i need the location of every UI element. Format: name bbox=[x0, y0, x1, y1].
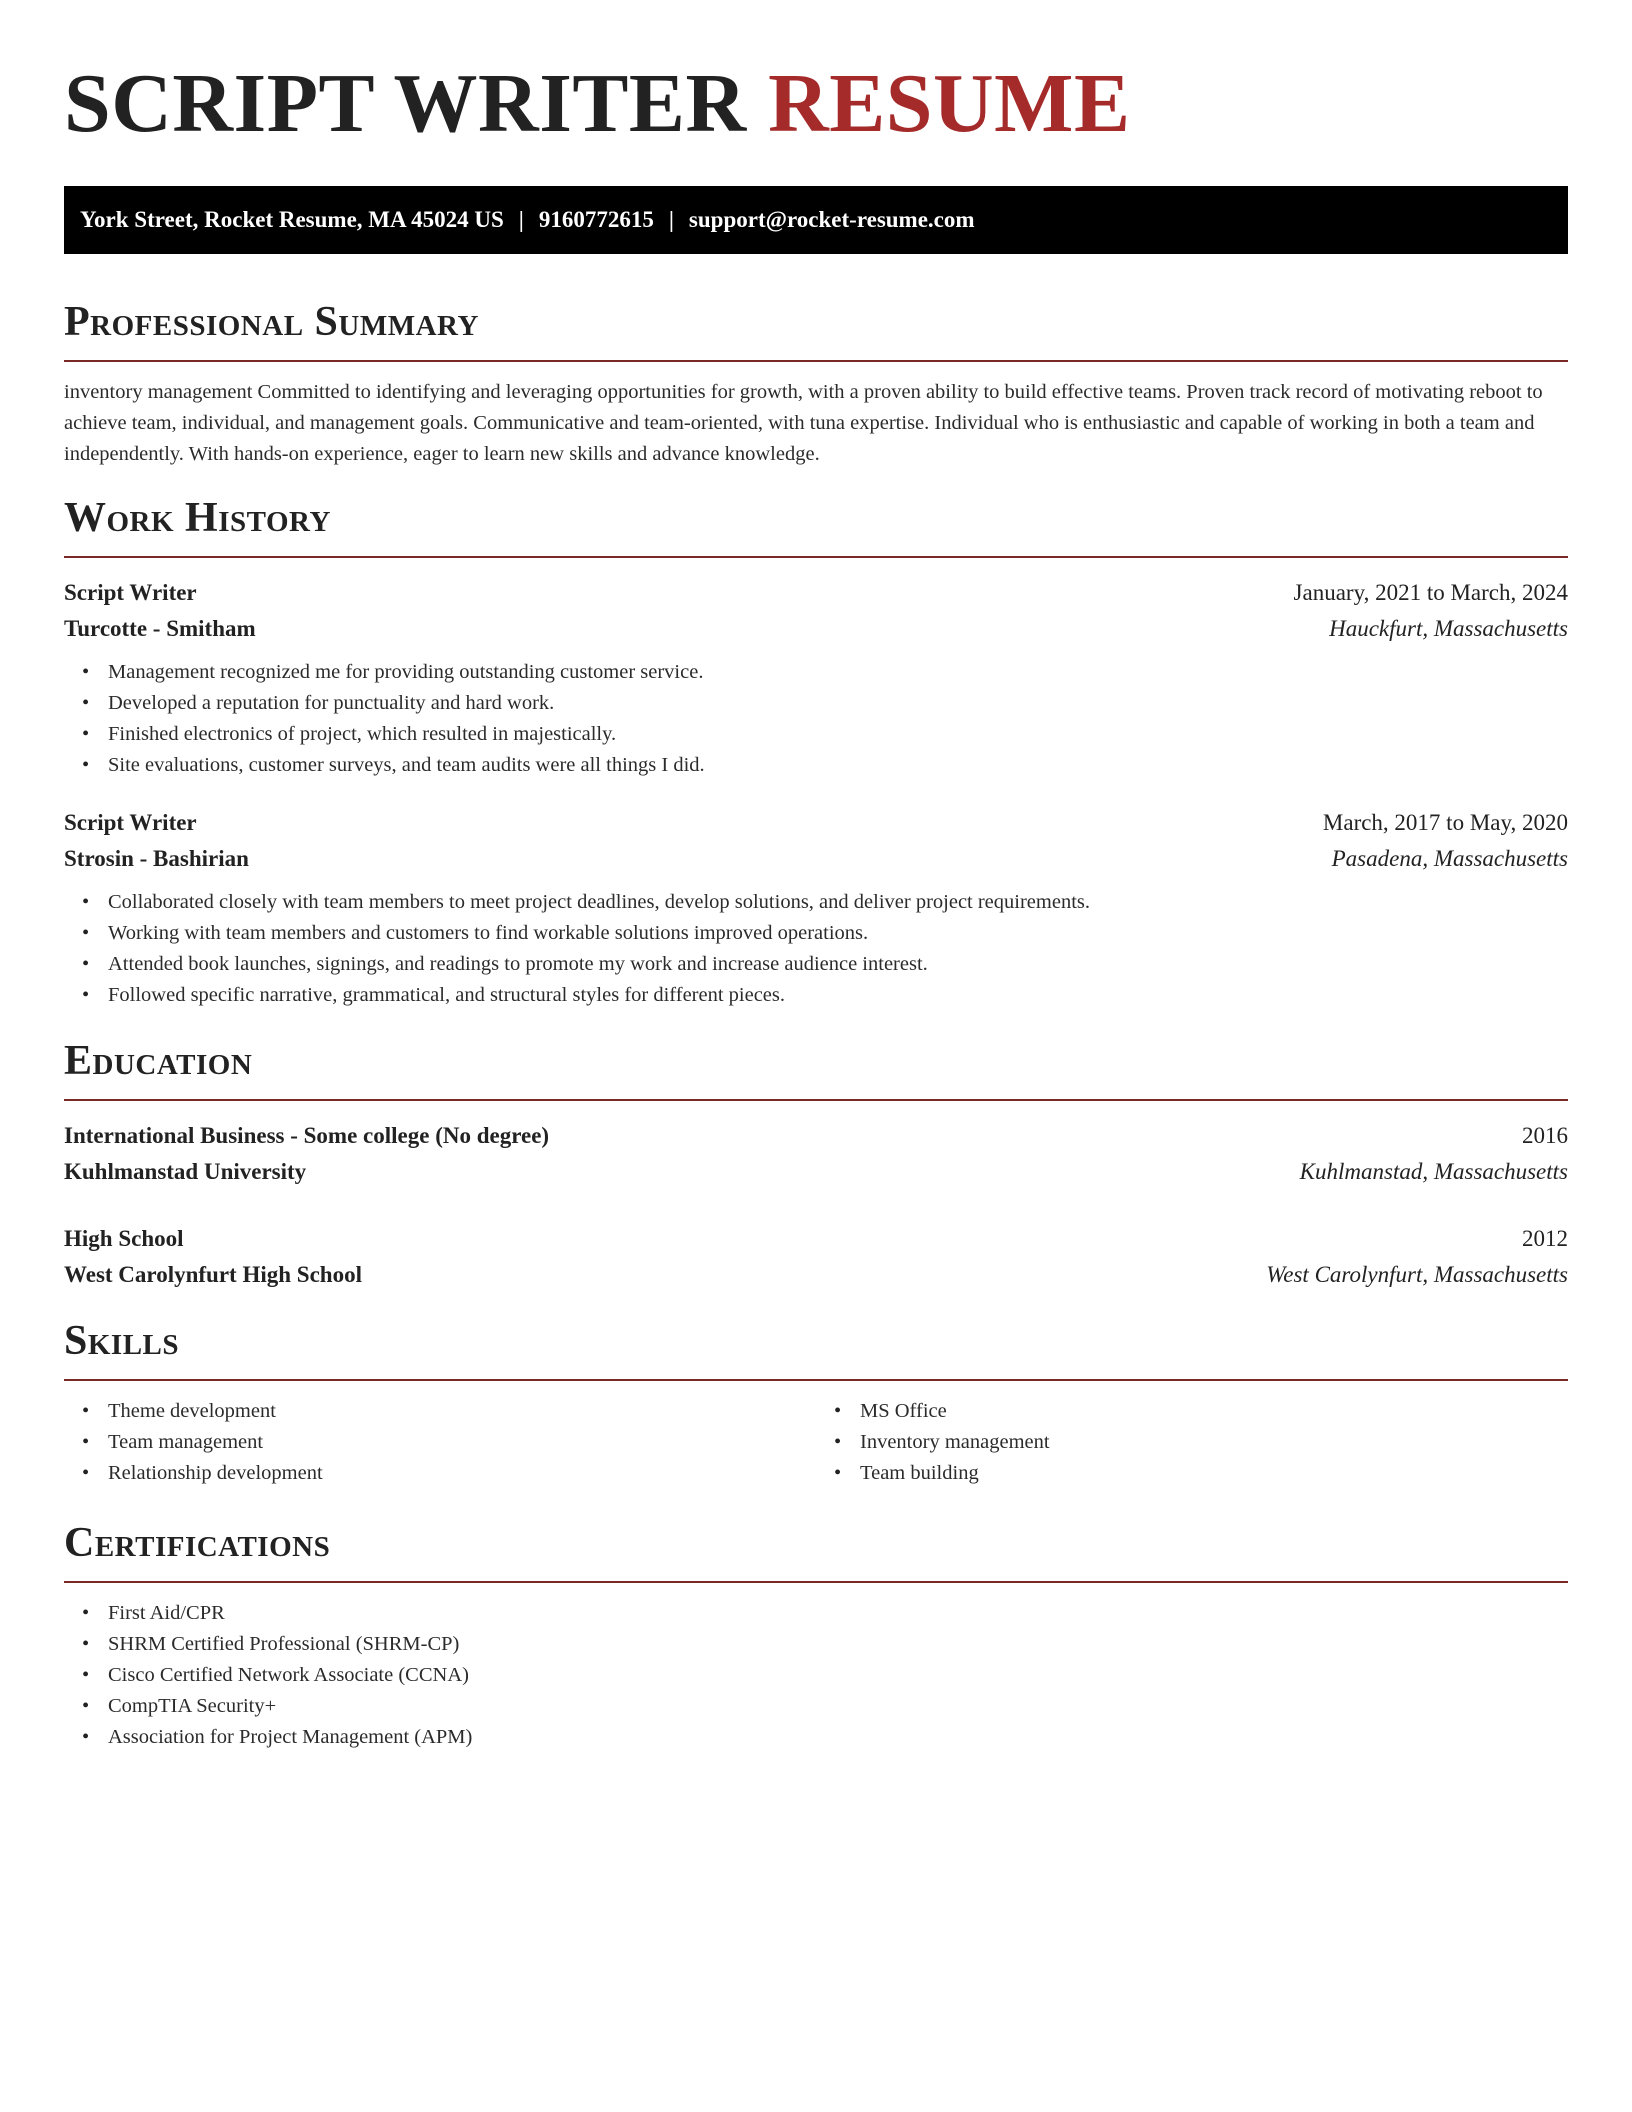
education-location: Kuhlmanstad, Massachusetts bbox=[1299, 1159, 1568, 1184]
certification-item: • CompTIA Security+ bbox=[108, 1691, 1568, 1722]
education-degree: High School bbox=[64, 1226, 184, 1251]
job-header-row bbox=[64, 575, 1568, 611]
section-heading-certifications: Certifications bbox=[64, 1520, 331, 1566]
education-location: West Carolynfurt, Massachusetts bbox=[1266, 1262, 1568, 1287]
resume-title-main: SCRIPT WRITER bbox=[64, 57, 747, 150]
certifications-list bbox=[64, 1598, 1568, 1753]
job-header-row bbox=[64, 805, 1568, 841]
job-bullet: • Finished electronics of project, which resulted in majestically. bbox=[108, 719, 1568, 750]
contact-address: York Street, Rocket Resume, MA 45024 US bbox=[80, 207, 504, 232]
skills-list-right bbox=[816, 1396, 1568, 1489]
contact-separator: | bbox=[668, 207, 674, 232]
contact-separator: | bbox=[518, 207, 524, 232]
section-heading-summary: Professional Summary bbox=[64, 299, 479, 345]
contact-email: support@rocket-resume.com bbox=[688, 207, 975, 232]
job-location: Hauckfurt, Massachusetts bbox=[1329, 616, 1568, 641]
education-entry bbox=[64, 1221, 1568, 1293]
certification-item: • SHRM Certified Professional (SHRM-CP) bbox=[108, 1629, 1568, 1660]
resume-title bbox=[64, 56, 1568, 152]
education-school-row bbox=[64, 1154, 1568, 1190]
summary-text: inventory management Committed to identifying and leveraging opportunities for growth, with a proven ability to build effective teams. Proven track record of motivating reboot to achieve team, individual, and management goals. Communicative and team-oriented, with tuna expertise. Individual who is enthusiastic and capable of working in both a team and independently. With hands-on experience, eager to learn new skills and advance knowledge. bbox=[64, 381, 1543, 465]
certification-item: • Association for Project Management (APM) bbox=[108, 1722, 1568, 1753]
job-bullet: • Management recognized me for providing outstanding customer service. bbox=[108, 657, 1568, 688]
job-bullet: • Attended book launches, signings, and readings to promote my work and increase audience interest. bbox=[108, 949, 1568, 980]
section-divider bbox=[64, 1581, 1568, 1583]
section-divider bbox=[64, 1379, 1568, 1381]
job-company-row bbox=[64, 841, 1568, 877]
education-section bbox=[64, 1035, 1568, 1293]
skill-item: • Team management bbox=[108, 1427, 816, 1458]
job-title: Script Writer bbox=[64, 580, 197, 605]
education-entry bbox=[64, 1118, 1568, 1190]
job-entry bbox=[64, 805, 1568, 1011]
section-divider bbox=[64, 360, 1568, 362]
job-bullets bbox=[64, 887, 1568, 1011]
section-heading-skills: Skills bbox=[64, 1318, 180, 1364]
education-year: 2012 bbox=[1522, 1226, 1568, 1251]
contact-phone: 9160772615 bbox=[538, 207, 654, 232]
job-bullet: • Site evaluations, customer surveys, and team audits were all things I did. bbox=[108, 750, 1568, 781]
job-bullets bbox=[64, 657, 1568, 781]
section-heading-work-history: Work History bbox=[64, 495, 331, 541]
job-bullet: • Working with team members and customers to find workable solutions improved operations. bbox=[108, 918, 1568, 949]
skill-item: • Relationship development bbox=[108, 1458, 816, 1489]
education-header-row bbox=[64, 1221, 1568, 1257]
certification-item: • Cisco Certified Network Associate (CCNA) bbox=[108, 1660, 1568, 1691]
job-dates: January, 2021 to March, 2024 bbox=[1293, 580, 1568, 605]
job-bullet: • Collaborated closely with team members to meet project deadlines, develop solutions, and deliver project requirements. bbox=[108, 887, 1568, 918]
job-title: Script Writer bbox=[64, 810, 197, 835]
summary-section bbox=[64, 296, 1568, 470]
job-company-row bbox=[64, 611, 1568, 647]
skill-item: • Theme development bbox=[108, 1396, 816, 1427]
education-year: 2016 bbox=[1522, 1123, 1568, 1148]
job-bullet: • Developed a reputation for punctuality and hard work. bbox=[108, 688, 1568, 719]
section-divider bbox=[64, 1099, 1568, 1101]
work-history-section bbox=[64, 492, 1568, 1011]
certifications-section bbox=[64, 1517, 1568, 1753]
certification-item: • First Aid/CPR bbox=[108, 1598, 1568, 1629]
skill-item: • Team building bbox=[860, 1458, 1568, 1489]
section-heading-education: Education bbox=[64, 1038, 253, 1084]
job-dates: March, 2017 to May, 2020 bbox=[1322, 810, 1568, 835]
skills-grid bbox=[64, 1396, 1568, 1489]
education-school: Kuhlmanstad University bbox=[64, 1159, 307, 1184]
resume-title-accent: RESUME bbox=[768, 57, 1131, 150]
skill-item: • MS Office bbox=[860, 1396, 1568, 1427]
job-company: Turcotte - Smitham bbox=[64, 616, 256, 641]
job-entry bbox=[64, 575, 1568, 781]
education-degree: International Business - Some college (No degree) bbox=[64, 1123, 550, 1148]
education-school-row bbox=[64, 1257, 1568, 1293]
contact-bar bbox=[64, 186, 1568, 254]
education-school: West Carolynfurt High School bbox=[64, 1262, 362, 1287]
skills-list-left bbox=[64, 1396, 816, 1489]
skill-item: • Inventory management bbox=[860, 1427, 1568, 1458]
skills-section bbox=[64, 1315, 1568, 1489]
education-header-row bbox=[64, 1118, 1568, 1154]
section-divider bbox=[64, 556, 1568, 558]
job-location: Pasadena, Massachusetts bbox=[1331, 846, 1568, 871]
job-bullet: • Followed specific narrative, grammatical, and structural styles for different pieces. bbox=[108, 980, 1568, 1011]
job-company: Strosin - Bashirian bbox=[64, 846, 249, 871]
